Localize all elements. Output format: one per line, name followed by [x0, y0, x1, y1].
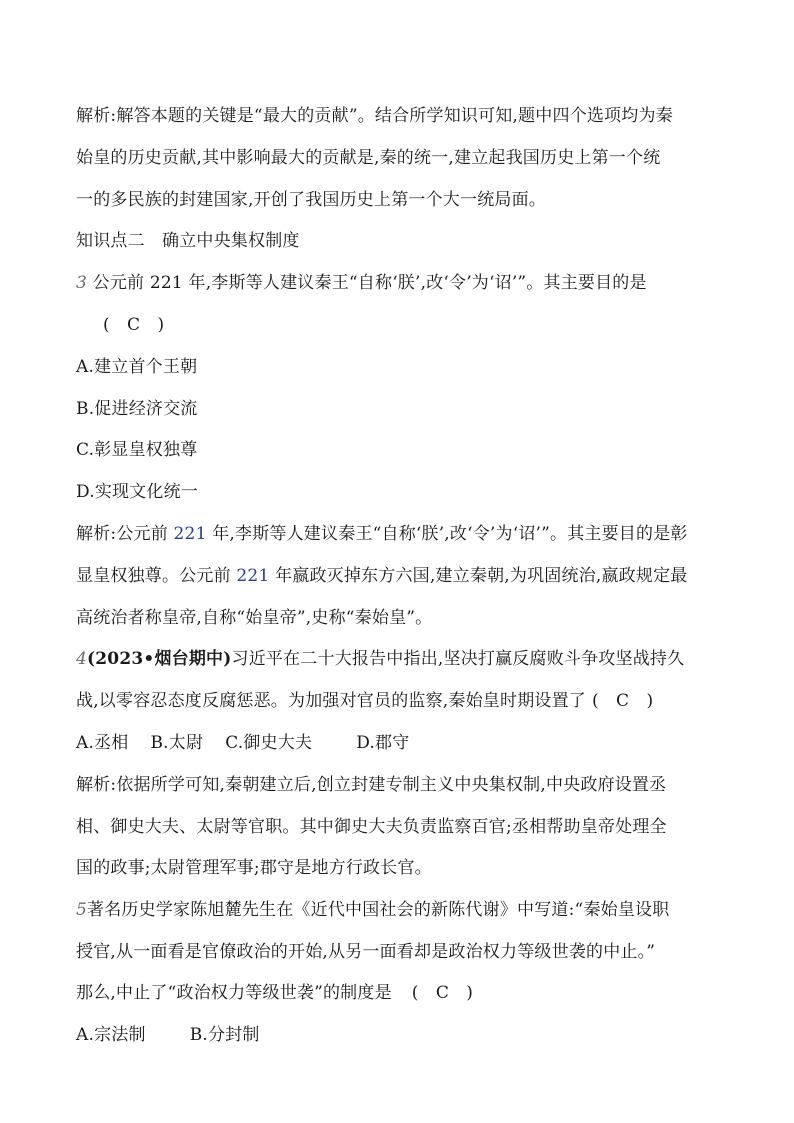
q5-option-a: A.宗法制	[76, 1025, 146, 1045]
q5-stem-line-2: 授官,从一面看是官僚政治的开始,从另一面看却是政治权力等级世袭的中止。”	[76, 942, 656, 962]
q4-stem-text: 战,以零容忍态度反腐惩恶。为加强对官员的监察,秦始皇时期设置了	[76, 691, 587, 711]
q3-analysis-text: 年嬴政灭掉东方六国,建立秦朝,为巩固统治,嬴政规定最	[269, 566, 688, 586]
q3-stem	[76, 271, 726, 295]
q4-answer: ( C )	[592, 691, 654, 711]
q4-option-c: C.御史大夫	[225, 733, 313, 753]
q5-option-b: B.分封制	[189, 1025, 260, 1045]
q3-answer: ( C )	[103, 315, 165, 335]
q5-stem-line-3	[76, 981, 726, 1005]
q3-analysis-text: 显皇权独尊。公元前	[76, 566, 237, 586]
q3-stem-text: 公元前 221 年,李斯等人建议秦王“自称‘朕’,改‘令’为‘诏’”。其主要目的是	[92, 273, 647, 293]
q5-stem-text: 著名历史学家陈旭麓先生在《近代中国社会的新陈代谢》中写道:“秦始皇设职	[87, 900, 670, 920]
q3-option-b: B.促进经济交流	[76, 399, 198, 419]
section-title: 知识点二 确立中央集权制度	[76, 231, 300, 251]
q3-analysis-line-3: 高统治者称皇帝,自称“始皇帝”,史称“秦始皇”。	[76, 608, 433, 628]
q3-option-a: A.建立首个王朝	[76, 357, 198, 377]
q4-analysis-line-1: 解析:依据所学可知,秦朝建立后,创立封建专制主义中央集权制,中央政府设置丞	[76, 775, 667, 795]
q2-analysis-line-1: 解析:解答本题的关键是“最大的贡献”。结合所学知识可知,题中四个选项均为秦	[76, 106, 673, 126]
q3-analysis-text: 年,李斯等人建议秦王“自称‘朕’,改‘令’为‘诏’”。其主要目的是彰	[206, 524, 688, 544]
q4-analysis-line-3: 国的政事;太尉管理军事;郡守是地方行政长官。	[76, 858, 432, 878]
q5-options	[76, 1023, 726, 1047]
q3-option-d: D.实现文化统一	[76, 482, 199, 502]
q5-answer: ( C )	[411, 983, 474, 1003]
q4-source: (2023•烟台期中)	[87, 649, 232, 669]
q4-stem-line-1	[76, 647, 726, 671]
q3-number: 3	[76, 273, 88, 293]
q4-stem-text: 习近平在二十大报告中指出,坚决打赢反腐败斗争攻坚战持久	[231, 649, 685, 669]
q4-option-a: A.丞相	[76, 733, 129, 753]
q2-analysis-line-2: 始皇的历史贡献,其中影响最大的贡献是,秦的统一,建立起我国历史上第一个统	[76, 148, 661, 168]
q4-number: 4	[76, 649, 88, 669]
q5-stem-text: 那么,中止了“政治权力等级世袭”的制度是	[76, 983, 392, 1003]
q4-option-b: B.太尉	[150, 733, 204, 753]
q4-options	[76, 731, 726, 755]
q4-stem-line-2	[76, 689, 726, 713]
q3-option-c: C.彰显皇权独尊	[76, 440, 198, 460]
q4-analysis-line-2: 相、御史大夫、太尉等官职。其中御史大夫负责监察百官;丞相帮助皇帝处理全	[76, 817, 667, 837]
q3-analysis-line-1	[76, 522, 726, 546]
q3-analysis-line-2	[76, 564, 726, 588]
q5-number: 5	[76, 900, 88, 920]
q3-analysis-year: 221	[173, 524, 207, 544]
q2-analysis-line-3: 一的多民族的封建国家,开创了我国历史上第一个大一统局面。	[76, 190, 547, 210]
q3-analysis-text: 解析:公元前	[76, 524, 174, 544]
q4-option-d: D.郡守	[356, 733, 410, 753]
q5-stem-line-1	[76, 898, 726, 922]
q3-analysis-year: 221	[236, 566, 270, 586]
